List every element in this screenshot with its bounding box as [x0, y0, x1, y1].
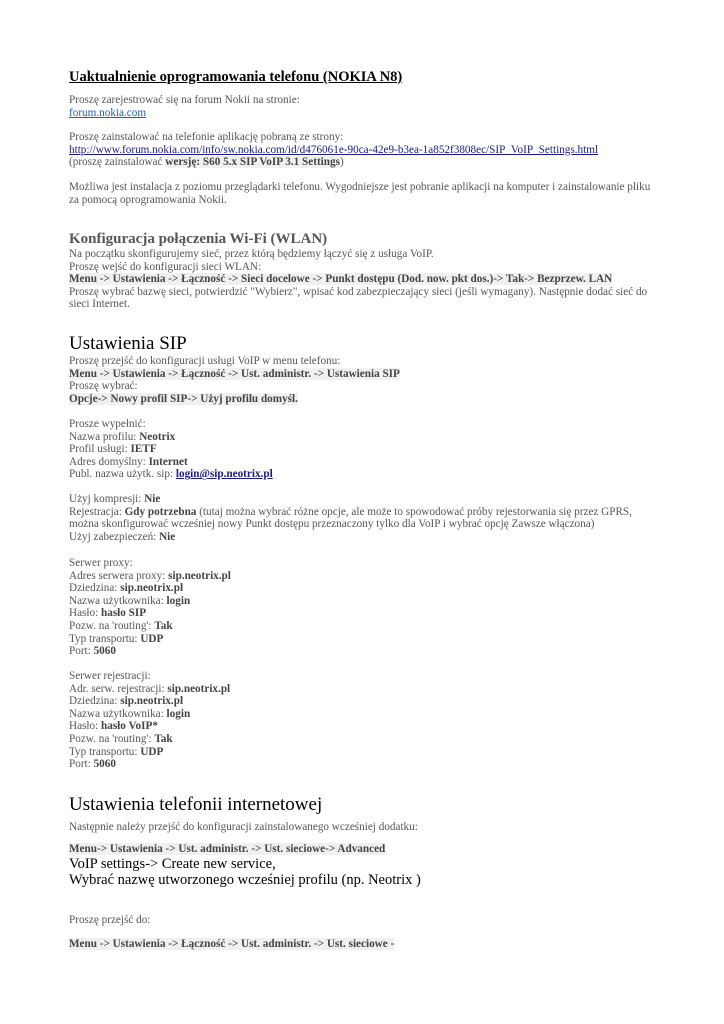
- install-link[interactable]: http://www.forum.nokia.com/info/sw.nokia.com/id/d476061e-90ca-42e9-b3ea-1a852f3808ec/SIP_VoIP_Settings.html: [69, 143, 599, 156]
- proxy-field: Dziedzina: sip.neotrix.pl: [69, 582, 184, 595]
- wifi-line3: Proszę wybrać bazwę sieci, potwierdzić "Wybierz", wpisać kod zabezpieczający sieci (jeśli wymagany). Następnie dodać sieć do sieci Internet.: [69, 285, 648, 311]
- sip-fields: [69, 418, 659, 481]
- field-compression: Użyj kompresji: Nie: [69, 493, 161, 505]
- wifi-heading: Konfiguracja połączenia Wi-Fi (WLAN): [69, 231, 328, 247]
- install-text: Proszę zainstalować na telefonie aplikację pobraną ze strony:: [69, 131, 344, 143]
- telephony-goto: Proszę przejść do:: [69, 914, 151, 926]
- reg-field: Nazwa użytkownika: login: [69, 707, 191, 720]
- proxy-field: Nazwa użytkownika: login: [69, 594, 191, 607]
- proxy-server-section: [69, 557, 659, 658]
- reg-field: Typ transportu: UDP: [69, 745, 164, 758]
- forum-link[interactable]: forum.nokia.com: [69, 106, 147, 119]
- register-text: Proszę zarejestrować się na forum Nokii na stronie:: [69, 94, 300, 106]
- sip-fill-label: Prosze wypełnić:: [69, 418, 146, 430]
- telephony-menu-path: Menu-> Ustawienia -> Ust. administr. -> Ust. sieciowe-> Advanced: [69, 843, 386, 855]
- install-note: Możliwa jest instalacja z poziomu przeglądarki telefonu. Wygodniejsze jest pobranie aplikacji na komputer i zainstalowanie pliku za pomocą oprogramowania Nokii.: [69, 181, 651, 206]
- wifi-section: [69, 248, 659, 311]
- public-username-link[interactable]: login@sip.neotrix.pl: [175, 468, 273, 481]
- proxy-field: Pozw. na 'routing': Tak: [69, 619, 173, 632]
- proxy-field: Port: 5060: [69, 645, 116, 658]
- reg-field: Hasło: hasło VoIP*: [69, 720, 158, 733]
- field-security: Użyj zabezpieczeń: Nie: [69, 530, 176, 543]
- sip-line1: Proszę przejść do konfiguracji usługi VoIP w menu telefonu:: [69, 355, 341, 367]
- telephony-voip-settings: VoIP settings-> Create new service,: [69, 855, 276, 872]
- reg-field: Pozw. na 'routing': Tak: [69, 732, 173, 745]
- sip-heading: Ustawienia SIP: [69, 333, 187, 354]
- field-registration: Rejestracja: Gdy potrzebna (tutaj można wybrać różne opcje, ale może to spowodować próby rejestorwania się przez GPRS, można skonfigurować wcześniej nowy Punkt dostępu przeznaczony tylko dla VoIP i wybrać opcję Zawsze włączona): [69, 505, 632, 531]
- sip-menu-path: Menu -> Ustawienia -> Łączność -> Ust. administr. -> Ustawienia SIP: [69, 367, 400, 380]
- field-service-profile: Profil usługi: IETF: [69, 443, 157, 456]
- reg-field: Dziedzina: sip.neotrix.pl: [69, 695, 184, 708]
- proxy-field: Typ transportu: UDP: [69, 632, 164, 645]
- field-default-address: Adres domyślny: Internet: [69, 455, 188, 468]
- install-section: [69, 131, 659, 169]
- proxy-field: Adres serwera proxy: sip.neotrix.pl: [69, 569, 231, 582]
- registration-server-section: [69, 670, 659, 771]
- version-line: (proszę zainstalować wersję: S60 5.x SIP VoIP 3.1 Settings): [69, 156, 344, 169]
- telephony-menu-path2: Menu -> Ustawienia -> Łączność -> Ust. administr. -> Ust. sieciowe -: [69, 938, 395, 950]
- sip-choose: Proszę wybrać:: [69, 380, 138, 393]
- sip-section: [69, 355, 659, 405]
- field-profile-name: Nazwa profilu: Neotrix: [69, 430, 176, 443]
- sip-choose-path: Opcje-> Nowy profil SIP-> Użyj profilu domyśl.: [69, 392, 298, 405]
- wifi-line1: Na początku skonfigurujemy sieć, przez którą będziemy łączyć się z usługa VoIP.: [69, 248, 434, 260]
- telephony-line1: Następnie należy przejść do konfiguracji zainstalowanego wcześniej dodatku:: [69, 821, 418, 833]
- telephony-path2-wrap: [69, 938, 659, 951]
- version-value: wersję: S60 5.x SIP VoIP 3.1 Settings: [165, 156, 340, 169]
- proxy-heading: Serwer proxy:: [69, 557, 133, 569]
- intro-section: [69, 94, 659, 119]
- document-title: Uaktualnienie oprogramowania telefonu (NOKIA N8): [69, 69, 403, 85]
- reg-field: Port: 5060: [69, 758, 116, 771]
- proxy-field: Hasło: hasło SIP: [69, 607, 147, 620]
- telephony-section: [69, 843, 659, 889]
- sip-options: [69, 493, 659, 543]
- telephony-choose-profile: Wybrać nazwę utworzonego wcześniej profilu (np. Neotrix ): [69, 872, 421, 889]
- field-public-username: Publ. nazwa użytk. sip: login@sip.neotrix.pl: [69, 468, 273, 481]
- wifi-menu-path: Menu -> Ustawienia -> Łączność -> Sieci docelowe -> Punkt dostępu (Dod. now. pkt dos.)-> Tak-> Bezprzew. LAN: [69, 273, 613, 286]
- reg-heading: Serwer rejestracji:: [69, 670, 151, 682]
- reg-field: Adr. serw. rejestracji: sip.neotrix.pl: [69, 682, 231, 695]
- wifi-line2: Proszę wejść do konfiguracji sieci WLAN:: [69, 260, 262, 273]
- telephony-heading: Ustawienia telefonii internetowej: [69, 794, 323, 815]
